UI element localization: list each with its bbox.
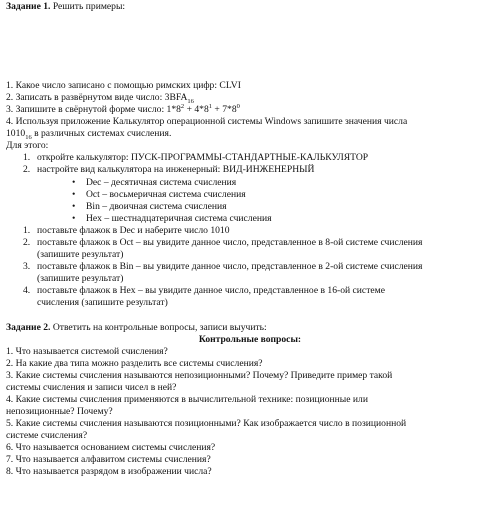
power-1: 1	[208, 102, 213, 110]
question-line: системе счисления?	[6, 430, 88, 441]
step-open-calculator	[23, 152, 368, 163]
question-line: 3. Какие системы счисления называются непозиционными? Почему? Приведите пример такой	[6, 370, 393, 381]
question-line: системы счисления и записи чисел в ней?	[6, 382, 177, 393]
task2-heading: Задание 2.	[6, 322, 51, 333]
term-2: + 4*8	[184, 104, 209, 115]
bullet-oct	[72, 189, 246, 200]
step-text: поставьте флажок в Dec и наберите число 1010	[37, 225, 230, 236]
step-dec	[23, 225, 230, 236]
question-line: 8. Что называется разрядом в изображении числа?	[6, 466, 212, 477]
step-hex	[23, 285, 385, 296]
bullet-hex	[72, 213, 272, 224]
step-hex-cont: счисления (запишите результат)	[37, 297, 168, 308]
task1-question-3	[6, 104, 240, 115]
task1-heading-rest: Решить примеры:	[50, 1, 126, 12]
task1-heading: Задание 1.	[6, 1, 51, 12]
power-2: 2	[180, 102, 185, 110]
step-bin	[23, 261, 422, 272]
bullet-text: Bin – двоичная система счисления	[86, 201, 227, 212]
question-line: 2. На какие два типа можно разделить все системы счисления?	[6, 358, 263, 369]
step-bin-cont: (запишите результат)	[37, 273, 124, 284]
question-line: 5. Какие системы счисления называются позиционными? Как изображается число в позиционной	[6, 418, 407, 429]
bullet-text: Dec – десятичная система счисления	[86, 177, 237, 188]
task1-question-3-text: 3. Запишите в свёрнутой форме число: 1*8	[6, 104, 181, 115]
step-number: 2.	[23, 164, 31, 175]
step-text: поставьте флажок в Bin – вы увидите данное число, представленное в 2-ой системе счисления	[37, 261, 423, 272]
for-this-label: Для этого:	[6, 140, 49, 151]
question-line: 6. Что называется основанием системы счисления?	[6, 442, 216, 453]
step-number: 1.	[23, 225, 31, 236]
step-number: 2.	[23, 237, 31, 248]
task1-question-1: 1. Какое число записано с помощью римских цифр: CLVI	[6, 80, 241, 91]
question-line: 7. Что называется алфавитом системы счисления?	[6, 454, 211, 465]
number-1010: 1010	[6, 128, 26, 139]
power-0: 0	[236, 102, 240, 110]
task1-question-4-line1: 4. Используя приложение Калькулятор операционной системы Windows запишите значения числа	[6, 116, 408, 127]
q4-tail: в различных системах счисления.	[31, 128, 172, 139]
task2-heading-rest: Ответить на контрольные вопросы, записи выучить:	[50, 322, 267, 333]
question-line: 4. Какие системы счисления применяются в вычислительной технике: позиционные или	[6, 394, 368, 405]
term-3: + 7*8	[212, 104, 237, 115]
task1-question-2-base: 16	[187, 97, 194, 105]
bullet-icon: •	[72, 213, 76, 224]
step-number: 1.	[23, 152, 31, 163]
task2-heading-line	[6, 322, 267, 333]
bullet-icon: •	[72, 201, 76, 212]
task1-question-4-line2	[6, 128, 171, 139]
task1-question-2-text: 2. Записать в развёрнутом виде число: 3BFA	[6, 92, 188, 103]
bullet-icon: •	[72, 189, 76, 200]
step-number: 4.	[23, 285, 31, 296]
step-text: настройте вид калькулятора на инженерный: ВИД-ИНЖЕНЕРНЫЙ	[37, 164, 315, 175]
bullet-bin	[72, 201, 227, 212]
task1-heading-line	[6, 1, 125, 12]
step-text: откройте калькулятор: ПУСК-ПРОГРАММЫ-СТАНДАРТНЫЕ-КАЛЬКУЛЯТОР	[37, 152, 369, 163]
step-oct-cont: (запишите результат)	[37, 249, 124, 260]
bullet-dec	[72, 177, 236, 188]
bullet-text: Oct – восьмеричная система счисления	[86, 189, 246, 200]
bullet-icon: •	[72, 177, 76, 188]
step-oct	[23, 237, 422, 248]
question-line: 1. Что называется системой счисления?	[6, 346, 168, 357]
question-line: непозиционные? Почему?	[6, 406, 113, 417]
control-questions-title: Контрольные вопросы:	[198, 334, 302, 345]
bullet-text: Hex – шестнадцатеричная система счисления	[86, 213, 272, 224]
step-number: 3.	[23, 261, 31, 272]
step-set-engineering-view	[23, 164, 314, 175]
step-text: поставьте флажок в Oct – вы увидите данное число, представленное в 8-ой системе счисления	[37, 237, 423, 248]
task1-question-2	[6, 92, 194, 103]
number-base: 16	[25, 133, 32, 141]
step-text: поставьте флажок в Hex – вы увидите данное число, представленное в 16-ой системе	[37, 285, 385, 296]
